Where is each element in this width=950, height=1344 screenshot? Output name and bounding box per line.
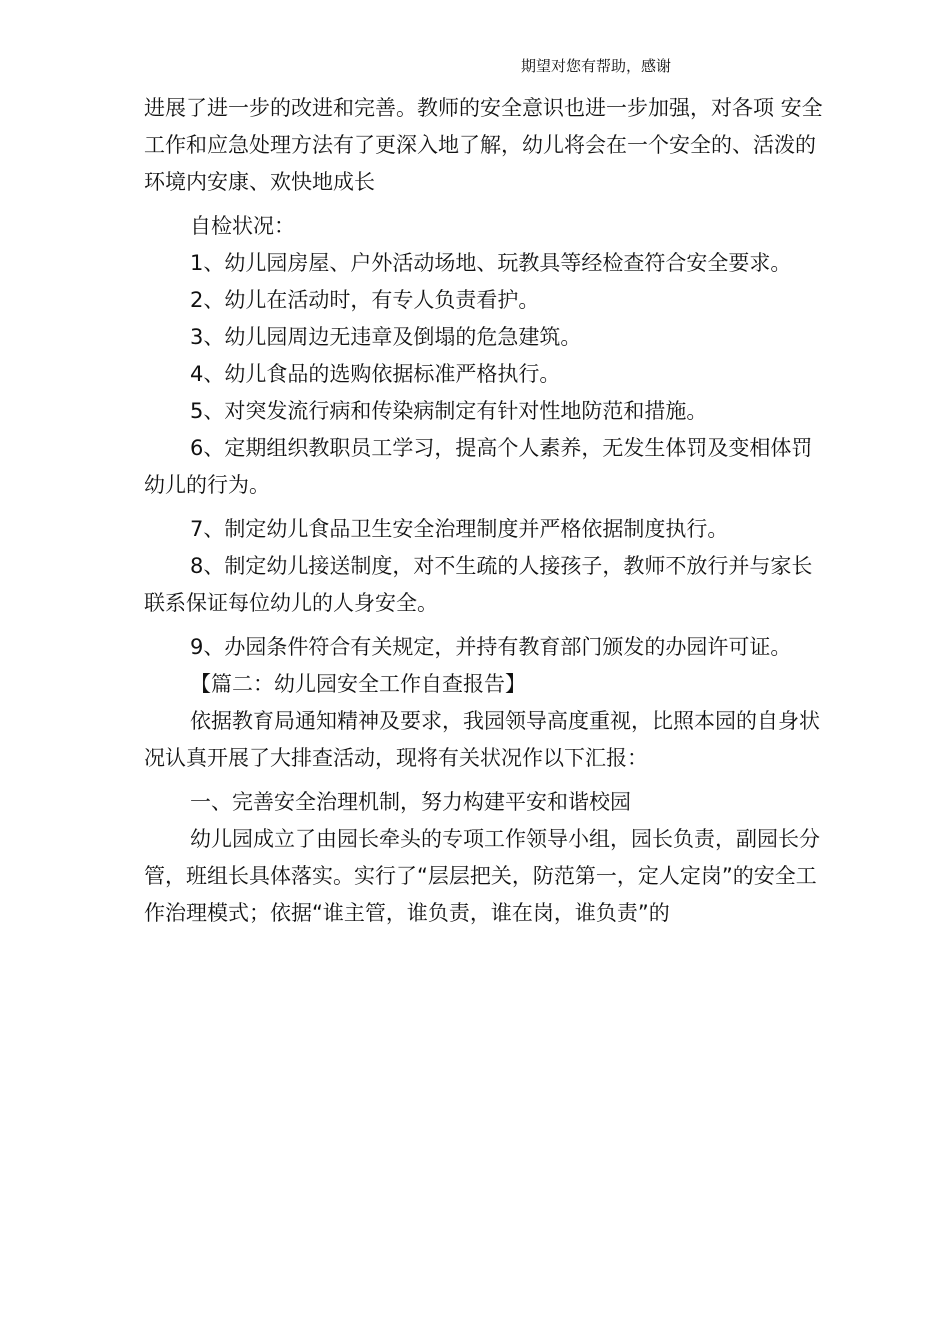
list-item: 5、对突发流行病和传染病制定有针对性地防范和措施。 bbox=[190, 399, 708, 423]
list-item: 1、幼儿园房屋、户外活动场地、玩教具等经检查符合安全要求。 bbox=[190, 251, 792, 275]
list-item: 4、幼儿食品的选购依据标准严格执行。 bbox=[190, 362, 561, 386]
paragraph-section-intro: 依据教育局通知精神及要求，我园领导高度重视，比照本园的自身状况认真开展了大排查活动，现将有关状况作以下汇报： bbox=[144, 709, 820, 770]
paragraph-body: 幼儿园成立了由园长牵头的专项工作领导小组，园长负责，副园长分管，班组长具体落实。实行了“层层把关，防范第一，定人定岗”的安全工作治理模式；依据“谁主管，谁负责，谁在岗，谁负责”的 bbox=[144, 827, 820, 925]
section-title: 【篇二：幼儿园安全工作自查报告】 bbox=[190, 672, 526, 696]
subheading: 一、完善安全治理机制，努力构建平安和谐校园 bbox=[190, 790, 631, 814]
list-item: 6、定期组织教职员工学习，提高个人素养，无发生体罚及变相体罚幼儿的行为。 bbox=[144, 436, 813, 497]
list-item: 8、制定幼儿接送制度，对不生疏的人接孩子，教师不放行并与家长联系保证每位幼儿的人身安全。 bbox=[144, 554, 813, 615]
list-item: 2、幼儿在活动时，有专人负责看护。 bbox=[190, 288, 540, 312]
list-item: 3、幼儿园周边无违章及倒塌的危急建筑。 bbox=[190, 325, 582, 349]
document-body bbox=[144, 90, 824, 932]
self-check-heading: 自检状况： bbox=[190, 214, 295, 238]
page-header-note: 期望对您有帮助，感谢 bbox=[521, 57, 672, 75]
list-item: 9、办园条件符合有关规定，并持有教育部门颁发的办园许可证。 bbox=[190, 635, 792, 659]
paragraph-intro: 进展了进一步的改进和完善。教师的安全意识也进一步加强，对各项 安全工作和应急处理方法有了更深入地了解，幼儿将会在一个安全的、活泼的环境内安康、欢快地成长 bbox=[144, 96, 823, 194]
list-item: 7、制定幼儿食品卫生安全治理制度并严格依据制度执行。 bbox=[190, 517, 729, 541]
